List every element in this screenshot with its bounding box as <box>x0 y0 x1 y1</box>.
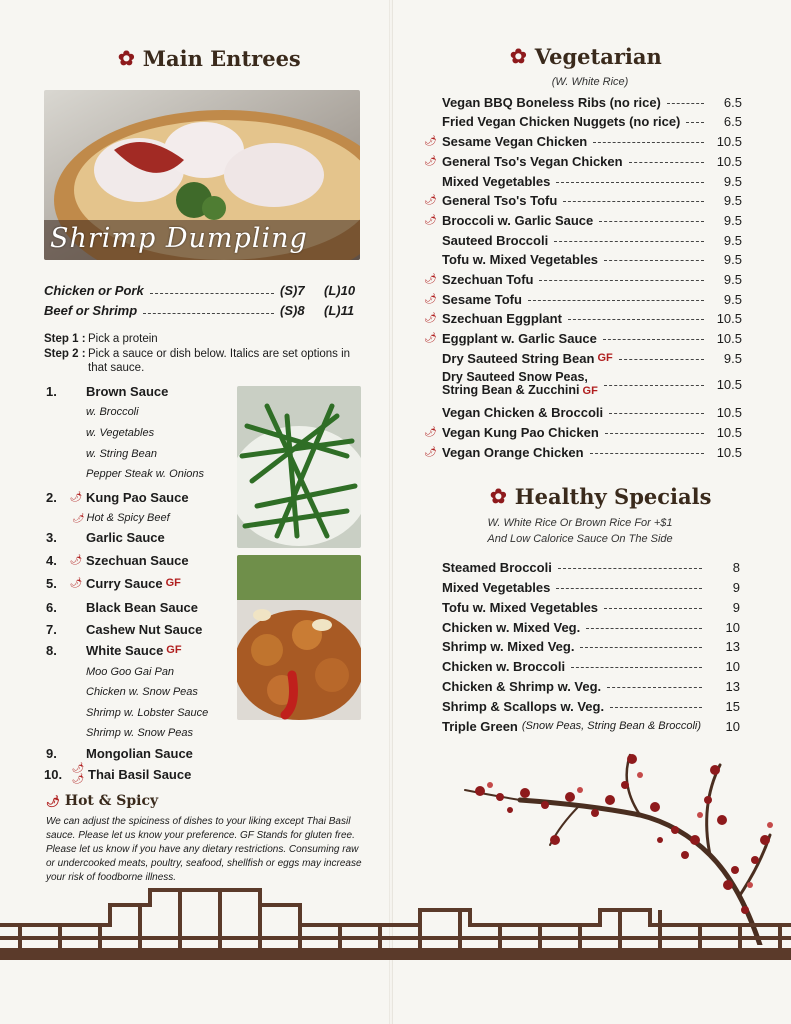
lattice-border <box>0 880 791 970</box>
dot-leader <box>539 280 704 281</box>
gf-badge: GF <box>597 352 613 364</box>
item-name-line-2 <box>442 384 598 398</box>
item-price: 10.5 <box>716 404 742 420</box>
dot-leader <box>556 588 702 589</box>
item-price: 9.5 <box>723 173 742 189</box>
item-price: 10.5 <box>716 133 742 149</box>
dot-leader <box>607 687 702 688</box>
item-name: Szechuan Tofu <box>442 271 534 287</box>
dot-leader <box>605 433 704 434</box>
vegetarian-item <box>424 230 742 250</box>
price-row-beef-shrimp: Beef or Shrimp (S)8 (L)11 <box>44 303 355 318</box>
item-name: General Tso's Tofu <box>442 192 558 208</box>
item-name: Mixed Vegetables <box>442 173 551 189</box>
sauce-item: 9. Mongolian Sauce <box>46 745 193 761</box>
dietary-note: We can adjust the spiciness of dishes to your liking except Thai Basil sauce. Please let us know your preference. GF Stands for gluten free. Please let us know if you have any dietary restrictions. Consuming raw or undercooked meats, poultry, seafood, shellfish or eggs may increase your risk of foodborne illness. <box>46 816 362 883</box>
item-price: 10 <box>725 718 740 734</box>
item-price: 10.5 <box>716 310 742 326</box>
dot-leader <box>593 142 704 143</box>
sauce-item: 2. 🌶 Kung Pao Sauce <box>46 489 189 505</box>
chili-icon: 🌶 <box>69 577 83 589</box>
photo-caption: Shrimp Dumpling <box>50 223 308 254</box>
hot-spicy-title: 🌶 Hot & Spicy <box>46 793 159 809</box>
item-name: Fried Vegan Chicken Nuggets (no rice) <box>442 113 681 129</box>
string-bean-photo <box>237 386 361 548</box>
vegetarian-item <box>424 348 742 368</box>
dot-leader <box>604 608 702 609</box>
healthy-specials-title: ✿ Healthy Specials <box>490 484 712 509</box>
dot-leader <box>563 201 704 202</box>
dot-leader <box>604 260 704 261</box>
chili-icon: 🌶 <box>72 513 84 523</box>
sauce-option: Moo Goo Gai Pan <box>86 666 175 678</box>
vegetarian-item <box>424 289 742 309</box>
vegetarian-item <box>424 442 742 462</box>
vegetarian-item <box>424 111 742 131</box>
sauce-item: 10. 🌶🌶 Thai Basil Sauce <box>44 763 192 785</box>
item-price: 10 <box>725 619 740 635</box>
step-1: Step 1 : Pick a protein <box>44 333 158 345</box>
item-name: Vegan Orange Chicken <box>442 444 584 460</box>
vegetarian-title: ✿ Vegetarian <box>510 44 662 69</box>
dot-leader <box>556 182 704 183</box>
vegetarian-subtitle: (W. White Rice) <box>551 76 629 88</box>
chili-icon: 🌶 <box>46 795 60 808</box>
chili-icon: 🌶 <box>424 155 437 167</box>
item-name: Chicken & Shrimp w. Veg. <box>442 678 602 694</box>
blossom-icon: ✿ <box>510 44 527 68</box>
item-name: Chicken w. Broccoli <box>442 658 566 674</box>
dot-leader <box>580 647 702 648</box>
item-price: 10.5 <box>716 444 742 460</box>
chili-icon: 🌶 <box>424 426 437 438</box>
blossom-icon: ✿ <box>118 46 135 70</box>
item-name: Sauteed Broccoli <box>442 232 549 248</box>
item-price: 9 <box>732 599 740 615</box>
sauce-option: w. Vegetables <box>86 427 155 439</box>
chili-icon: 🌶 <box>69 491 83 503</box>
sauce-option: w. Broccoli <box>86 406 139 418</box>
item-name: Shrimp w. Mixed Veg. <box>442 638 575 654</box>
item-price: 10.5 <box>716 376 742 392</box>
sauce-option: Pepper Steak w. Onions <box>86 468 205 480</box>
sauce-option: w. String Bean <box>86 448 157 460</box>
main-entrees-title: ✿ Main Entrees <box>118 46 301 71</box>
chili-icon: 🌶 <box>424 446 437 458</box>
step-2: Step 2 : Pick a sauce or dish below. Italics are set options in that sauce. <box>44 348 351 374</box>
vegetarian-item <box>424 368 742 400</box>
dot-leader <box>629 162 704 163</box>
sauce-item: 6. Black Bean Sauce <box>46 599 199 615</box>
item-name: General Tso's Vegan Chicken <box>442 153 623 169</box>
chili-icon: 🌶🌶 <box>71 763 85 785</box>
item-price: 9.5 <box>723 251 742 267</box>
item-name: Vegan Kung Pao Chicken <box>442 424 599 440</box>
item-price: 9.5 <box>723 192 742 208</box>
item-name: Triple Green <box>442 718 518 734</box>
chili-icon: 🌶 <box>424 214 437 226</box>
sauce-option: 🌶 Hot & Spicy Beef <box>72 512 170 524</box>
kung-pao-illustration <box>237 555 361 720</box>
item-price: 9.5 <box>723 271 742 287</box>
healthy-item <box>442 617 740 637</box>
item-name-line-1: Dry Sauteed Snow Peas, <box>442 369 588 384</box>
healthy-subtitle-2: And Low Calorice Sauce On The Side <box>487 533 673 545</box>
healthy-item <box>442 577 740 597</box>
vegetarian-item <box>424 190 742 210</box>
item-price: 9.5 <box>723 212 742 228</box>
sauce-item: 4. 🌶 Szechuan Sauce <box>46 552 189 568</box>
dot-leader <box>558 568 702 569</box>
chili-icon: 🌶 <box>424 332 437 344</box>
green-beans-illustration <box>237 386 361 548</box>
chili-icon: 🌶 <box>424 273 437 285</box>
dot-leader <box>528 300 704 301</box>
item-price: 13 <box>725 638 740 654</box>
item-price: 10.5 <box>716 330 742 346</box>
healthy-item <box>442 676 740 696</box>
sauce-option: Shrimp w. Lobster Sauce <box>86 707 209 719</box>
dot-leader <box>590 453 704 454</box>
item-name: Vegan Chicken & Broccoli <box>442 404 604 420</box>
page-fold <box>389 0 393 1024</box>
item-price: 9 <box>732 579 740 595</box>
item-name: Sesame Vegan Chicken <box>442 133 588 149</box>
dot-leader <box>603 339 704 340</box>
price-row-chicken-pork: Chicken or Pork (S)7 (L)10 <box>44 283 356 298</box>
vegetarian-item <box>424 422 742 442</box>
item-name: Mixed Vegetables <box>442 579 551 595</box>
shrimp-dumpling-photo <box>44 90 360 260</box>
item-name: Dry Sauteed String Bean <box>442 350 595 366</box>
item-name: Broccoli w. Garlic Sauce <box>442 212 594 228</box>
item-name: Vegan BBQ Boneless Ribs (no rice) <box>442 94 661 110</box>
sauce-item: 7. Cashew Nut Sauce <box>46 621 203 637</box>
item-name: Eggplant w. Garlic Sauce <box>442 330 597 346</box>
item-name: Sesame Tofu <box>442 291 522 307</box>
item-name: Chicken w. Mixed Veg. <box>442 619 581 635</box>
dot-leader <box>686 122 704 123</box>
item-name: Steamed Broccoli <box>442 559 552 575</box>
blossom-icon: ✿ <box>490 484 507 508</box>
sauce-option: Shrimp w. Snow Peas <box>86 727 193 739</box>
healthy-item <box>442 656 740 676</box>
vegetarian-item <box>424 308 742 328</box>
item-price: 10 <box>725 658 740 674</box>
dot-leader <box>610 707 702 708</box>
item-name: Tofu w. Mixed Vegetables <box>442 599 599 615</box>
dot-leader <box>667 103 704 104</box>
dot-leader <box>599 221 704 222</box>
item-price: 10.5 <box>716 153 742 169</box>
chili-icon: 🌶 <box>424 135 437 147</box>
dot-leader <box>619 359 704 360</box>
gf-badge: GF <box>582 384 598 397</box>
item-name <box>442 371 598 398</box>
dot-leader <box>554 241 704 242</box>
healthy-item <box>442 716 740 736</box>
chili-icon: 🌶 <box>424 312 437 324</box>
chili-icon: 🌶 <box>69 554 83 566</box>
chili-icon: 🌶 <box>424 194 437 206</box>
dot-leader <box>571 667 702 668</box>
item-price: 8 <box>732 559 740 575</box>
vegetarian-item <box>424 249 742 269</box>
item-price: 9.5 <box>723 232 742 248</box>
item-price: 9.5 <box>723 291 742 307</box>
sauce-item: 1. Brown Sauce <box>46 383 169 399</box>
vegetarian-item <box>424 402 742 422</box>
sauce-item: 3. Garlic Sauce <box>46 529 165 545</box>
vegetarian-item <box>424 328 742 348</box>
chili-icon: 🌶 <box>424 293 437 305</box>
vegetarian-item <box>424 269 742 289</box>
sauce-item: 8. White Sauce GF <box>46 642 182 658</box>
item-name: Szechuan Eggplant <box>442 310 562 326</box>
healthy-item <box>442 636 740 656</box>
dot-leader <box>609 413 704 414</box>
item-price: 6.5 <box>723 113 742 129</box>
item-name-line-2-text: String Bean & Zucchini <box>442 382 580 397</box>
item-price: 13 <box>725 678 740 694</box>
item-name: Shrimp & Scallops w. Veg. <box>442 698 605 714</box>
sauce-option: Chicken w. Snow Peas <box>86 686 198 698</box>
healthy-item <box>442 597 740 617</box>
sauce-item: 5. 🌶 Curry Sauce GF <box>46 575 181 591</box>
dot-leader <box>568 319 704 320</box>
healthy-item <box>442 696 740 716</box>
vegetarian-item <box>424 171 742 191</box>
vegetarian-item <box>424 210 742 230</box>
dot-leader <box>604 385 704 386</box>
healthy-item <box>442 557 740 577</box>
item-price: 9.5 <box>723 350 742 366</box>
vegetarian-item <box>424 92 742 112</box>
item-price: 6.5 <box>723 94 742 110</box>
dot-leader <box>586 628 702 629</box>
item-name: Tofu w. Mixed Vegetables <box>442 251 599 267</box>
kung-pao-photo <box>237 555 361 720</box>
item-detail: (Snow Peas, String Bean & Broccoli) <box>521 720 702 732</box>
healthy-subtitle-1: W. White Rice Or Brown Rice For +$1 <box>487 517 673 529</box>
item-price: 10.5 <box>716 424 742 440</box>
vegetarian-item <box>424 151 742 171</box>
item-price: 15 <box>725 698 740 714</box>
vegetarian-item <box>424 131 742 151</box>
